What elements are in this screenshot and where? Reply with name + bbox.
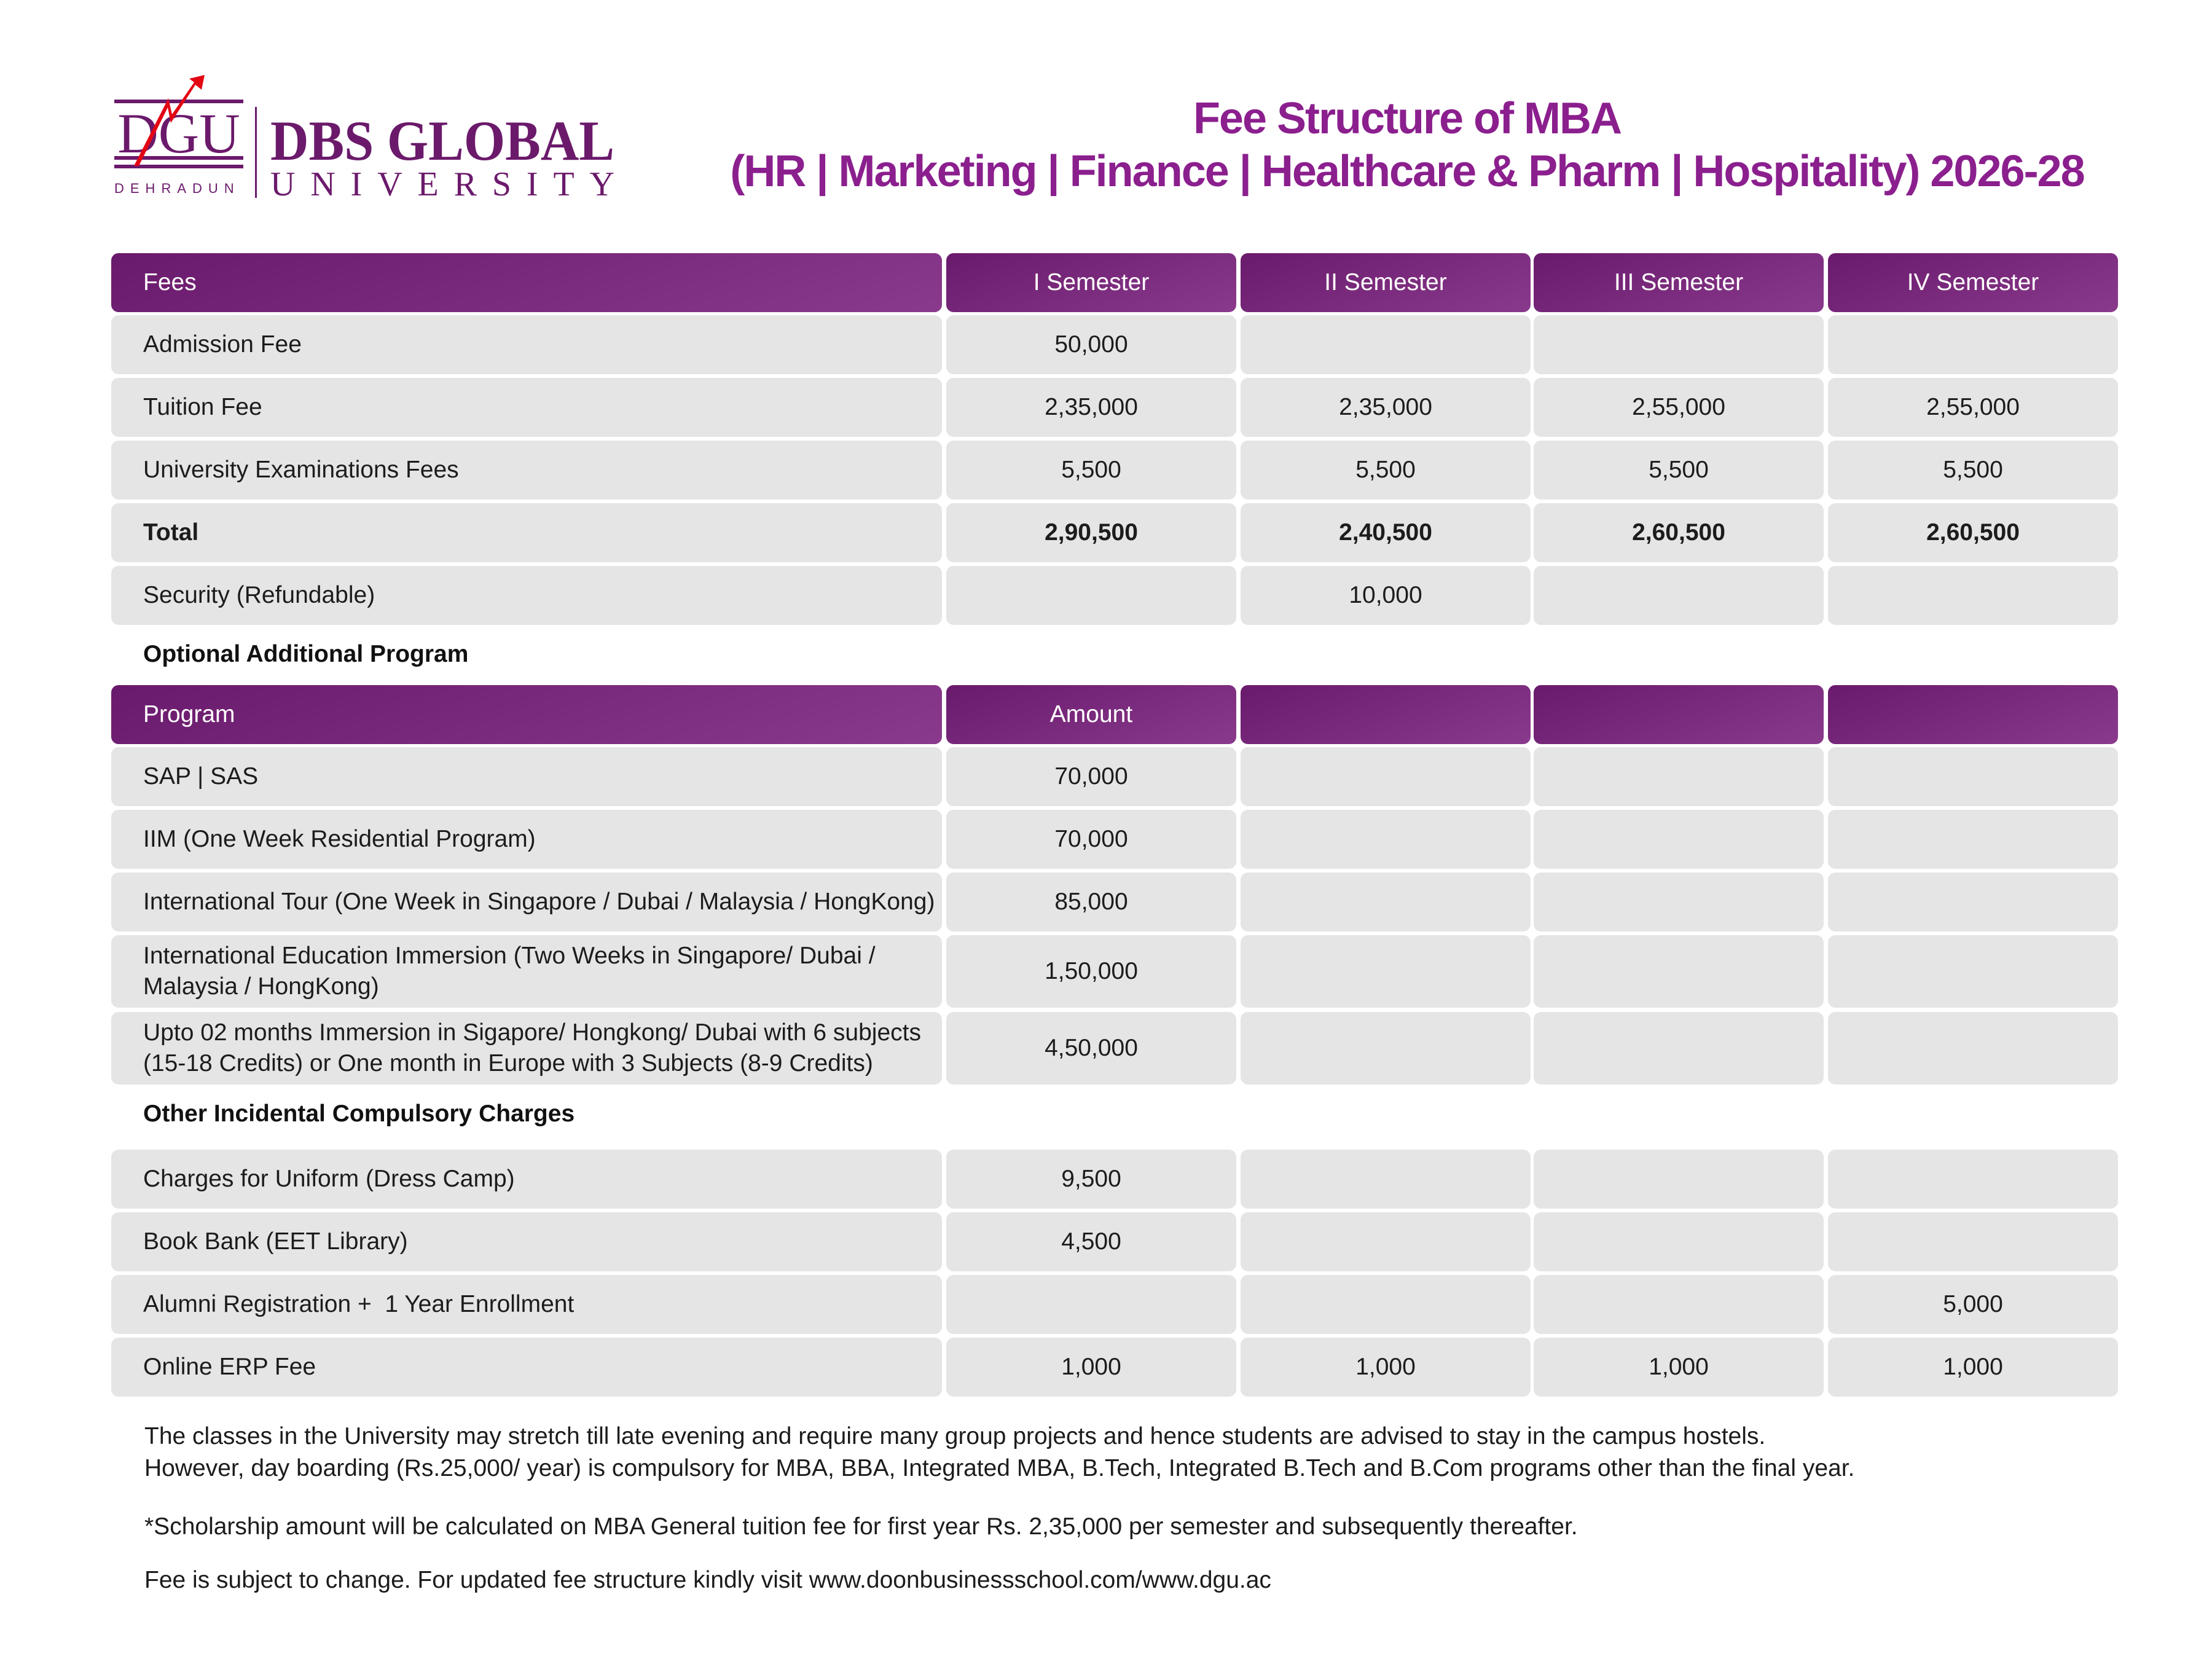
- total-value: 2,90,500: [946, 503, 1236, 562]
- table-row: [111, 1150, 2118, 1209]
- total-value: 2,40,500: [1241, 503, 1531, 562]
- row-value: [1241, 1275, 1531, 1334]
- program-amount: 70,000: [946, 747, 1236, 806]
- total-value: 2,60,500: [1534, 503, 1824, 562]
- table-row: [111, 747, 2118, 806]
- row-value: 5,500: [946, 441, 1236, 500]
- row-value: [1828, 315, 2118, 374]
- note-scholarship: *Scholarship amount will be calculated on MBA General tuition fee for first year Rs. 2,35,000 per semester and subsequently thereafter.: [144, 1513, 1578, 1540]
- row-value: 9,500: [946, 1150, 1236, 1209]
- empty-cell: [1534, 935, 1824, 1008]
- program-label: SAP | SAS: [111, 747, 942, 806]
- empty-cell: [1534, 747, 1824, 806]
- title-line-1: Fee Structure of MBA: [1193, 94, 1622, 143]
- row-value: 1,000: [946, 1338, 1236, 1397]
- header-semester-4: IV Semester: [1828, 253, 2118, 312]
- table-row: [111, 566, 2118, 625]
- table-row: [111, 1338, 2118, 1397]
- optional-table-header: [111, 685, 2118, 744]
- empty-cell: [1241, 747, 1531, 806]
- row-value: 1,000: [1534, 1338, 1824, 1397]
- page-title: [676, 92, 2138, 198]
- row-value: 2,55,000: [1828, 378, 2118, 437]
- note-line-1: The classes in the University may stretch till late evening and require many group projects and hence students are advised to stay in the campus hostels.: [144, 1423, 1766, 1449]
- empty-cell: [1534, 873, 1824, 931]
- empty-cell: [1828, 935, 2118, 1008]
- logo-divider: [255, 107, 257, 198]
- note-fee-change: Fee is subject to change. For updated fee structure kindly visit www.doonbusinessschool.com/www.dgu.ac: [144, 1567, 1271, 1593]
- row-value: [1534, 1212, 1824, 1271]
- empty-cell: [1241, 1012, 1531, 1084]
- program-amount: 4,50,000: [946, 1012, 1236, 1084]
- total-label: Total: [111, 503, 942, 562]
- table-row: [111, 1012, 2118, 1084]
- section-title-optional: Optional Additional Program: [143, 641, 469, 667]
- row-value: 5,500: [1828, 441, 2118, 500]
- logo-name-line2: UNIVERSITY: [270, 165, 614, 203]
- dgu-logo-mark: [109, 74, 626, 203]
- program-label: Upto 02 months Immersion in Sigapore/ Hongkong/ Dubai with 6 subjects (15-18 Credits) or One month in Europe with 3 Subjects (8-9 Credits): [111, 1012, 942, 1084]
- program-label: International Education Immersion (Two Weeks in Singapore/ Dubai / Malaysia / HongKong): [111, 935, 942, 1008]
- table-row: [111, 378, 2118, 437]
- row-label: Tuition Fee: [111, 378, 942, 437]
- table-row: [111, 441, 2118, 500]
- row-value: [1828, 1150, 2118, 1209]
- logo-name-line1: DBS GLOBAL: [270, 109, 614, 172]
- header-semester-2: II Semester: [1241, 253, 1531, 312]
- program-amount: 85,000: [946, 873, 1236, 931]
- row-value: [1534, 566, 1824, 625]
- note-line-2: However, day boarding (Rs.25,000/ year) is compulsory for MBA, BBA, Integrated MBA, B.Tech, Integrated B.Tech and B.Com programs other than the final year.: [144, 1455, 1855, 1481]
- row-value: 2,35,000: [1241, 378, 1531, 437]
- university-logo: [109, 74, 626, 203]
- header-program: Program: [111, 685, 942, 744]
- row-label: Online ERP Fee: [111, 1338, 942, 1397]
- row-value: 10,000: [1241, 566, 1531, 625]
- row-label: Book Bank (EET Library): [111, 1212, 942, 1271]
- program-label: IIM (One Week Residential Program): [111, 810, 942, 869]
- section-title-incidental: Other Incidental Compulsory Charges: [143, 1100, 575, 1127]
- program-label: International Tour (One Week in Singapore / Dubai / Malaysia / HongKong): [111, 873, 942, 931]
- empty-cell: [1534, 810, 1824, 869]
- logo-mark-text: DGU: [117, 102, 240, 165]
- total-row: [111, 503, 2118, 562]
- header-empty: [1828, 685, 2118, 744]
- note-hostel: [144, 1421, 1854, 1484]
- row-label: University Examinations Fees: [111, 441, 942, 500]
- row-value: 5,000: [1828, 1275, 2118, 1334]
- table-row: [111, 873, 2118, 931]
- fees-table-header: [111, 253, 2118, 312]
- row-value: [1534, 1275, 1824, 1334]
- empty-cell: [1534, 1012, 1824, 1084]
- row-label: Alumni Registration + 1 Year Enrollment: [111, 1275, 942, 1334]
- row-value: 50,000: [946, 315, 1236, 374]
- row-value: [1241, 1212, 1531, 1271]
- row-value: 5,500: [1534, 441, 1824, 500]
- logo-city: DEHRADUN: [114, 181, 240, 196]
- row-value: 4,500: [946, 1212, 1236, 1271]
- empty-cell: [1828, 747, 2118, 806]
- row-label: Charges for Uniform (Dress Camp): [111, 1150, 942, 1209]
- row-value: [1534, 315, 1824, 374]
- header-empty: [1241, 685, 1531, 744]
- table-row: [111, 935, 2118, 1008]
- row-value: [1828, 1212, 2118, 1271]
- empty-cell: [1828, 1012, 2118, 1084]
- empty-cell: [1241, 810, 1531, 869]
- row-value: 1,000: [1241, 1338, 1531, 1397]
- empty-cell: [1828, 873, 2118, 931]
- row-value: 2,35,000: [946, 378, 1236, 437]
- row-value: 2,55,000: [1534, 378, 1824, 437]
- program-amount: 1,50,000: [946, 935, 1236, 1008]
- row-label: Admission Fee: [111, 315, 942, 374]
- header-empty: [1534, 685, 1824, 744]
- row-value: [1241, 315, 1531, 374]
- empty-cell: [1828, 810, 2118, 869]
- row-value: [1534, 1150, 1824, 1209]
- header-amount: Amount: [946, 685, 1236, 744]
- header-fees: Fees: [111, 253, 942, 312]
- empty-cell: [1241, 935, 1531, 1008]
- empty-cell: [1241, 873, 1531, 931]
- row-value: 1,000: [1828, 1338, 2118, 1397]
- title-line-2: (HR | Marketing | Finance | Healthcare & Pharm | Hospitality) 2026-28: [730, 147, 2084, 196]
- total-value: 2,60,500: [1828, 503, 2118, 562]
- header-semester-1: I Semester: [946, 253, 1236, 312]
- header-semester-3: III Semester: [1534, 253, 1824, 312]
- table-row: [111, 810, 2118, 869]
- row-value: [1241, 1150, 1531, 1209]
- table-row: [111, 1212, 2118, 1271]
- row-value: [946, 1275, 1236, 1334]
- table-row: [111, 1275, 2118, 1334]
- program-amount: 70,000: [946, 810, 1236, 869]
- row-value: [946, 566, 1236, 625]
- row-value: 5,500: [1241, 441, 1531, 500]
- row-label: Security (Refundable): [111, 566, 942, 625]
- table-row: [111, 315, 2118, 374]
- row-value: [1828, 566, 2118, 625]
